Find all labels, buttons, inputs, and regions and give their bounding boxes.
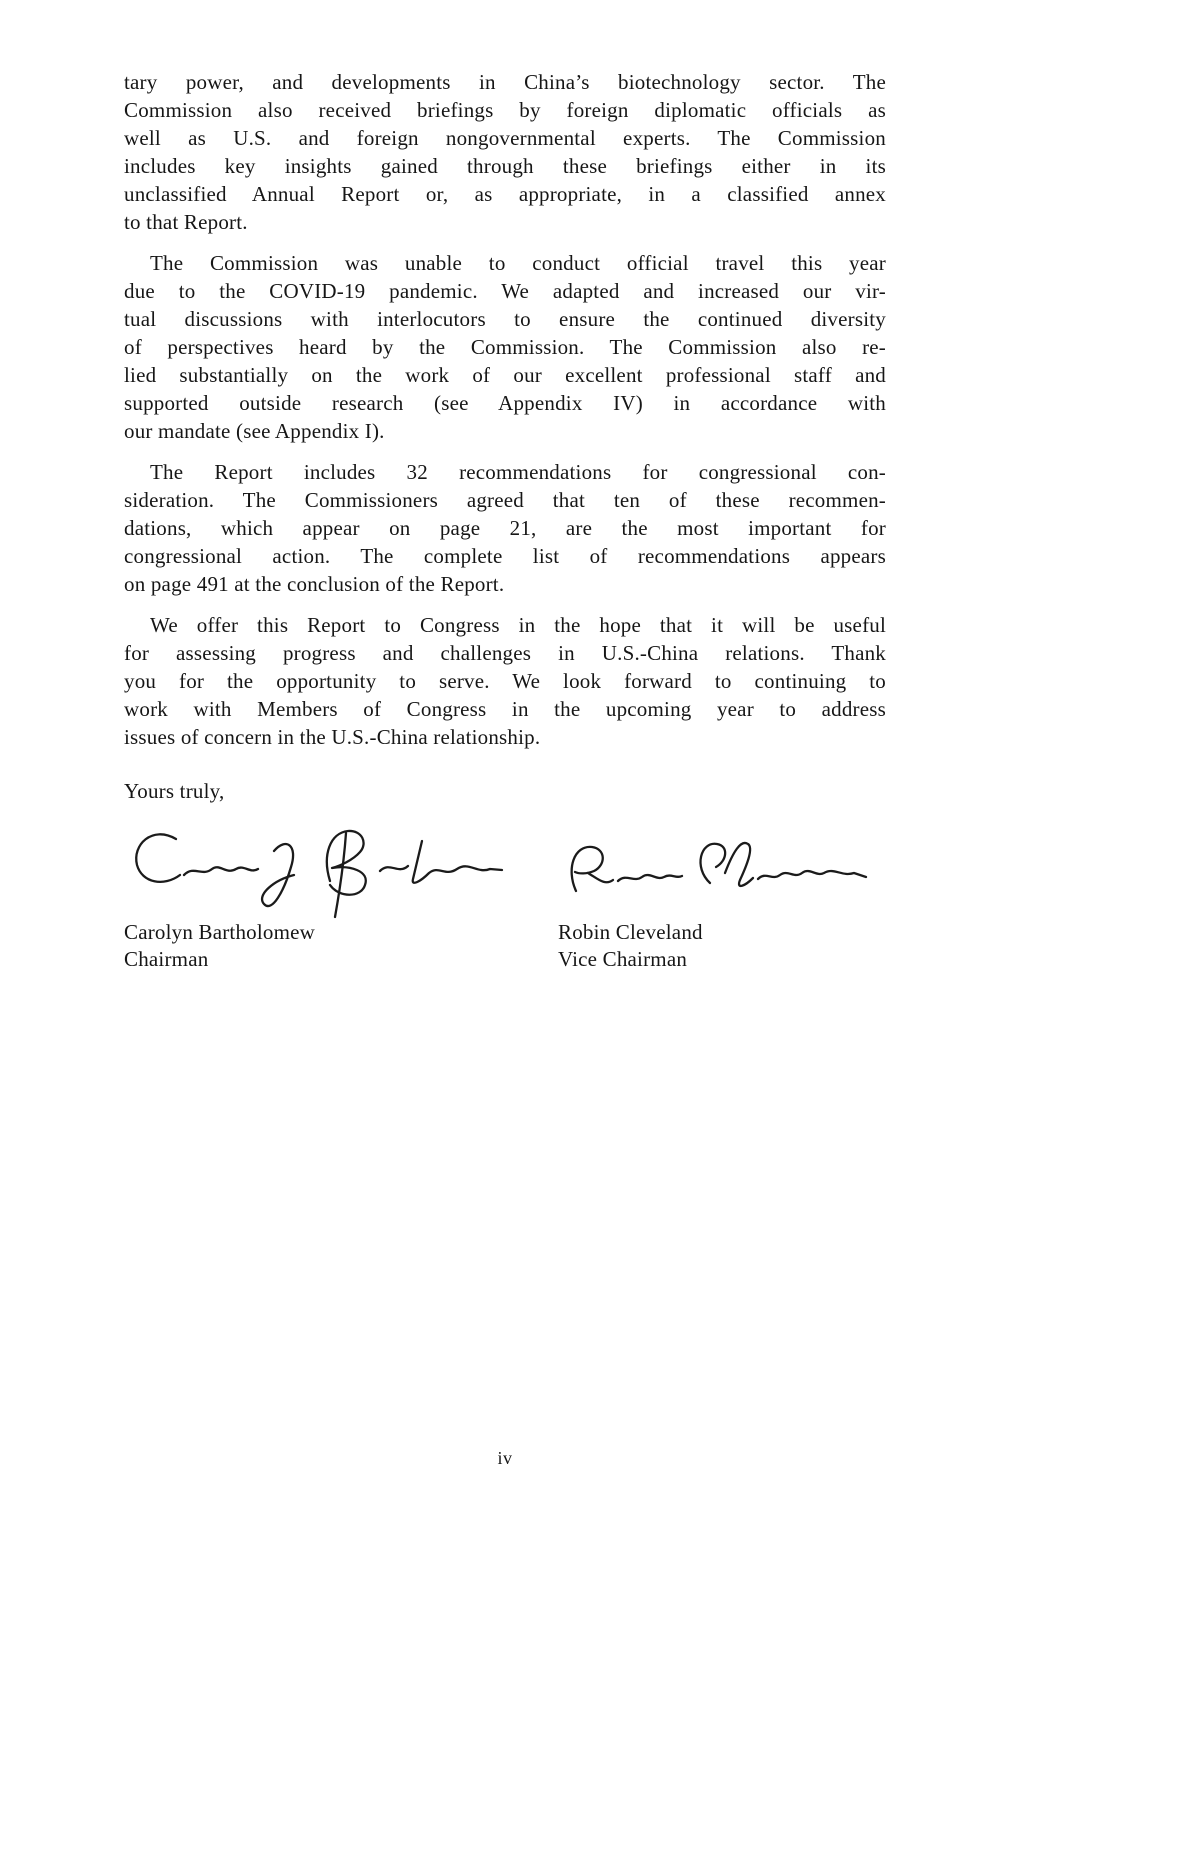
- text-line: well as U.S. and foreign nongovernmental experts. The Commission: [124, 126, 886, 150]
- text-line: sideration. The Commissioners agreed that ten of these recommen-: [124, 488, 886, 512]
- signatory-title: Vice Chairman: [558, 947, 688, 971]
- text-line: to that Report.: [124, 210, 248, 234]
- text-line: lied substantially on the work of our excellent professional staff and: [124, 363, 886, 387]
- text-line: We offer this Report to Congress in the hope that it will be useful: [150, 613, 886, 637]
- text-line: includes key insights gained through these briefings either in its: [124, 154, 886, 178]
- text-line: due to the COVID-19 pandemic. We adapted and increased our vir-: [124, 279, 886, 303]
- paragraph: [124, 611, 886, 751]
- signatory-name: Carolyn Bartholomew: [124, 920, 316, 944]
- text-line: issues of concern in the U.S.-China relationship.: [124, 725, 541, 749]
- text-line: on page 491 at the conclusion of the Report.: [124, 572, 505, 596]
- text-line: The Commission was unable to conduct official travel this year: [150, 251, 886, 275]
- text-line: you for the opportunity to serve. We look forward to continuing to: [124, 669, 886, 693]
- signatory-title: Chairman: [124, 947, 209, 971]
- text-line: work with Members of Congress in the upcoming year to address: [124, 697, 886, 721]
- paragraph: [124, 249, 886, 445]
- robin-cleveland-signature-icon: [558, 819, 868, 919]
- text-line: congressional action. The complete list of recommendations appears: [124, 544, 886, 568]
- letter-body: [124, 68, 886, 751]
- page-number: iv: [497, 1448, 513, 1468]
- carolyn-bartholomew-signature-icon: [124, 819, 504, 919]
- text-line: Commission also received briefings by foreign diplomatic officials as: [124, 98, 886, 122]
- signature-block-vice-chairman: [558, 819, 886, 973]
- text-line: our mandate (see Appendix I).: [124, 419, 385, 443]
- text-line: for assessing progress and challenges in U.S.-China relations. Thank: [124, 641, 886, 665]
- signature-block-chairman: [124, 819, 558, 973]
- paragraph: [124, 458, 886, 598]
- text-line: unclassified Annual Report or, as appropriate, in a classified annex: [124, 182, 886, 206]
- text-line: supported outside research (see Appendix IV) in accordance with: [124, 391, 886, 415]
- letter-content: [124, 68, 886, 973]
- letter-closing: Yours truly,: [124, 779, 225, 803]
- text-line: tual discussions with interlocutors to ensure the continued diversity: [124, 307, 886, 331]
- text-line: dations, which appear on page 21, are the most important for: [124, 516, 886, 540]
- text-line: The Report includes 32 recommendations for congressional con-: [150, 460, 886, 484]
- text-line: tary power, and developments in China’s biotechnology sector. The: [124, 70, 886, 94]
- signatory-name: Robin Cleveland: [558, 920, 703, 944]
- signature-row: [124, 819, 886, 973]
- text-line: of perspectives heard by the Commission. The Commission also re-: [124, 335, 886, 359]
- paragraph: [124, 68, 886, 236]
